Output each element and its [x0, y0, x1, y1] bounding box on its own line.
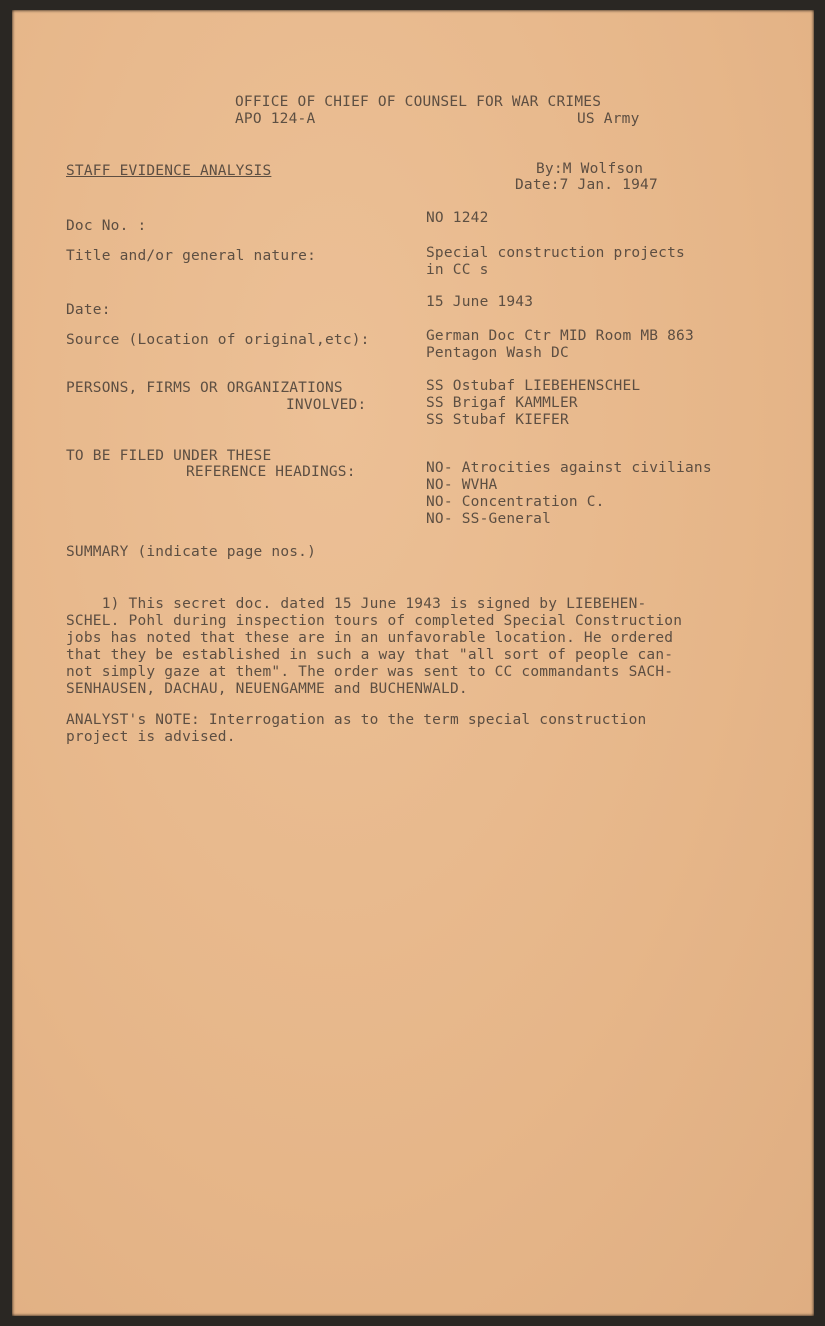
field-label-title: Title and/or general nature: — [66, 248, 317, 264]
persons-value-2: SS Brigaf KAMMLER — [426, 395, 578, 411]
header-office: OFFICE OF CHIEF OF COUNSEL FOR WAR CRIMES — [235, 94, 602, 110]
document-page — [12, 10, 814, 1316]
field-label-doc-no: Doc No. : — [66, 218, 147, 234]
field-value-title-2: in CC s — [426, 262, 489, 278]
field-value-title-1: Special construction projects — [426, 245, 685, 261]
summary-line-1: 1) This secret doc. dated 15 June 1943 is signed by LIEBEHEN- — [66, 596, 647, 612]
header-apo: APO 124-A — [235, 111, 316, 127]
field-label-date: Date: — [66, 302, 111, 318]
field-value-doc-no: NO 1242 — [426, 210, 489, 226]
field-value-source-2: Pentagon Wash DC — [426, 345, 569, 361]
analyst-note-1: ANALYST's NOTE: Interrogation as to the term special construction — [66, 712, 647, 728]
headings-value-2: NO- WVHA — [426, 477, 498, 493]
persons-label-1: PERSONS, FIRMS OR ORGANIZATIONS — [66, 380, 343, 396]
header-army: US Army — [577, 111, 640, 127]
persons-value-3: SS Stubaf KIEFER — [426, 412, 569, 428]
analysis-by: By:M Wolfson — [536, 161, 644, 177]
summary-line-4: that they be established in such a way that "all sort of people can- — [66, 647, 674, 663]
summary-line-3: jobs has noted that these are in an unfavorable location. He ordered — [66, 630, 674, 646]
summary-line-5: not simply gaze at them". The order was sent to CC commandants SACH- — [66, 664, 674, 680]
field-value-source-1: German Doc Ctr MID Room MB 863 — [426, 328, 694, 344]
analysis-date: Date:7 Jan. 1947 — [515, 177, 658, 193]
headings-value-1: NO- Atrocities against civilians — [426, 460, 712, 476]
analyst-note-2: project is advised. — [66, 729, 236, 745]
persons-label-2: INVOLVED: — [286, 397, 367, 413]
summary-line-2: SCHEL. Pohl during inspection tours of completed Special Construction — [66, 613, 683, 629]
headings-label-1: TO BE FILED UNDER THESE — [66, 448, 272, 464]
analysis-title: STAFF EVIDENCE ANALYSIS — [66, 163, 272, 179]
summary-label: SUMMARY (indicate page nos.) — [66, 544, 317, 560]
field-value-date: 15 June 1943 — [426, 294, 534, 310]
headings-value-4: NO- SS-General — [426, 511, 552, 527]
persons-value-1: SS Ostubaf LIEBEHENSCHEL — [426, 378, 641, 394]
summary-line-6: SENHAUSEN, DACHAU, NEUENGAMME and BUCHENWALD. — [66, 681, 468, 697]
field-label-source: Source (Location of original,etc): — [66, 332, 370, 348]
headings-label-2: REFERENCE HEADINGS: — [186, 464, 356, 480]
headings-value-3: NO- Concentration C. — [426, 494, 605, 510]
